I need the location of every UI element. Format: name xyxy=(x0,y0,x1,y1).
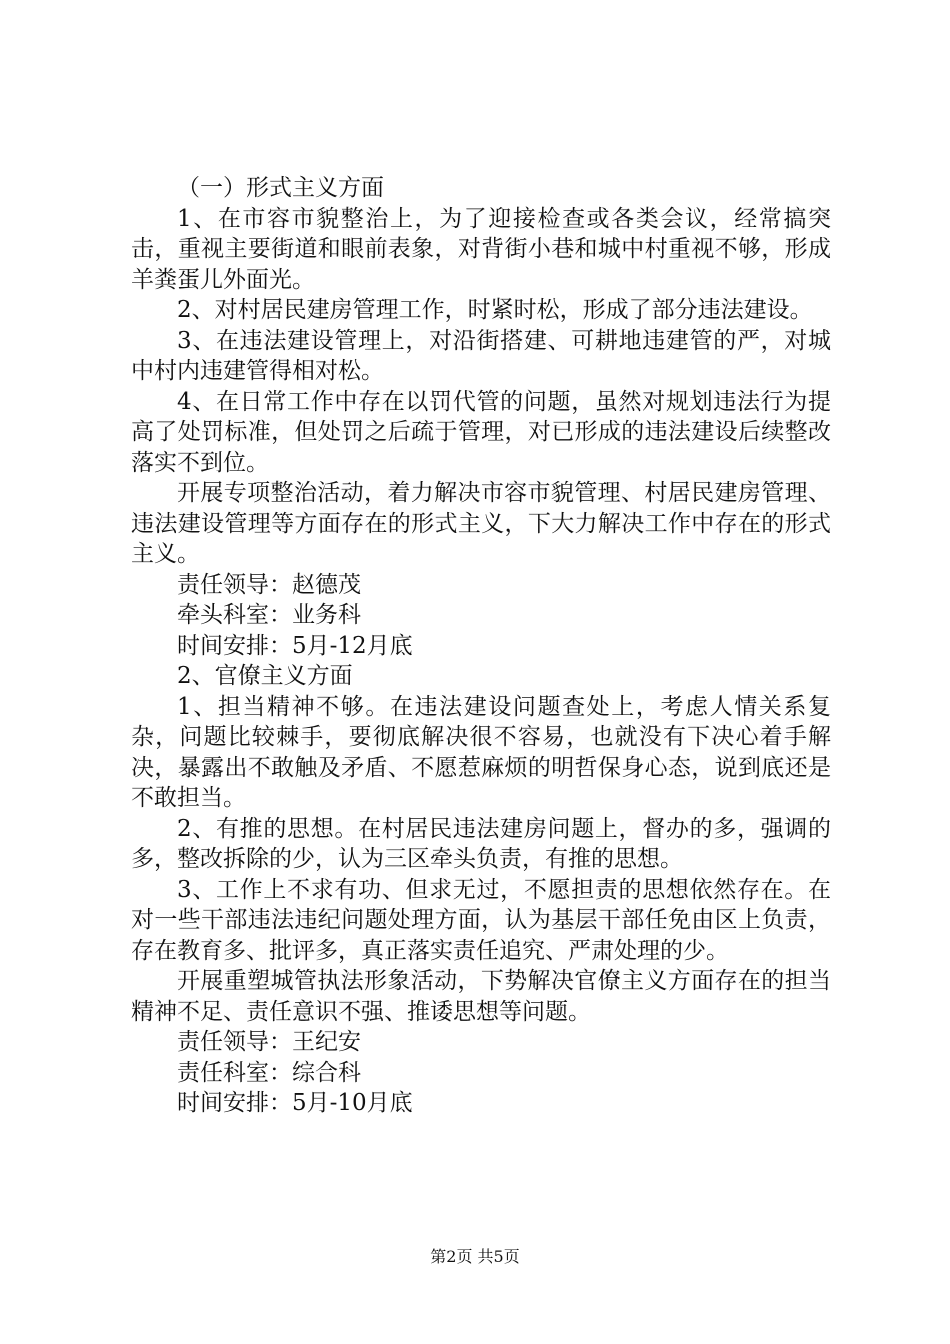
section-heading-formalism: （一）形式主义方面 xyxy=(177,175,384,201)
bureaucracy-measure: 开展重塑城管执法形象活动，下势解决官僚主义方面存在的担当精神不足、责任意识不强、推诿思想等问题。 xyxy=(131,968,831,1025)
page-number-footer: 第2页 共5页 xyxy=(430,1247,520,1266)
document-body xyxy=(131,173,831,1119)
formalism-office: 牵头科室：业务科 xyxy=(177,602,361,628)
bureaucracy-schedule: 时间安排：5月-10月底 xyxy=(177,1090,413,1116)
formalism-measure: 开展专项整治活动，着力解决市容市貌管理、村居民建房管理、违法建设管理等方面存在的形式主义，下大力解决工作中存在的形式主义。 xyxy=(131,480,831,567)
formalism-leader: 责任领导：赵德茂 xyxy=(177,571,361,598)
formalism-item-1: 1、在市容市貌整治上，为了迎接检查或各类会议，经常搞突击，重视主要街道和眼前表象，对背街小巷和城中村重视不够，形成羊粪蛋儿外面光。 xyxy=(131,205,831,293)
bureaucracy-item-2: 2、有推的思想。在村居民违法建房问题上，督办的多，强调的多，整改拆除的少，认为三区牵头负责，有推的思想。 xyxy=(131,815,831,872)
section-heading-bureaucracy: 2、官僚主义方面 xyxy=(177,663,353,689)
formalism-item-2: 2、对村居民建房管理工作，时紧时松，形成了部分违法建设。 xyxy=(177,297,813,323)
bureaucracy-office: 责任科室：综合科 xyxy=(177,1059,361,1086)
formalism-item-4: 4、在日常工作中存在以罚代管的问题，虽然对规划违法行为提高了处罚标准，但处罚之后疏于管理，对已形成的违法建设后续整改落实不到位。 xyxy=(131,388,831,476)
formalism-item-3: 3、在违法建设管理上，对沿街搭建、可耕地违建管的严，对城中村内违建管得相对松。 xyxy=(131,327,831,384)
formalism-schedule: 时间安排：5月-12月底 xyxy=(177,632,413,659)
bureaucracy-leader: 责任领导：王纪安 xyxy=(177,1029,361,1055)
bureaucracy-item-1: 1、担当精神不够。在违法建设问题查处上，考虑人情关系复杂，问题比较棘手，要彻底解决很不容易，也就没有下决心着手解决，暴露出不敢触及矛盾、不愿惹麻烦的明哲保身心态，说到底还是不敢担当。 xyxy=(131,693,831,811)
bureaucracy-item-3: 3、工作上不求有功、但求无过，不愿担责的思想依然存在。在对一些干部违法违纪问题处理方面，认为基层干部任免由区上负责，存在教育多、批评多，真正落实责任追究、严肃处理的少。 xyxy=(131,876,831,964)
